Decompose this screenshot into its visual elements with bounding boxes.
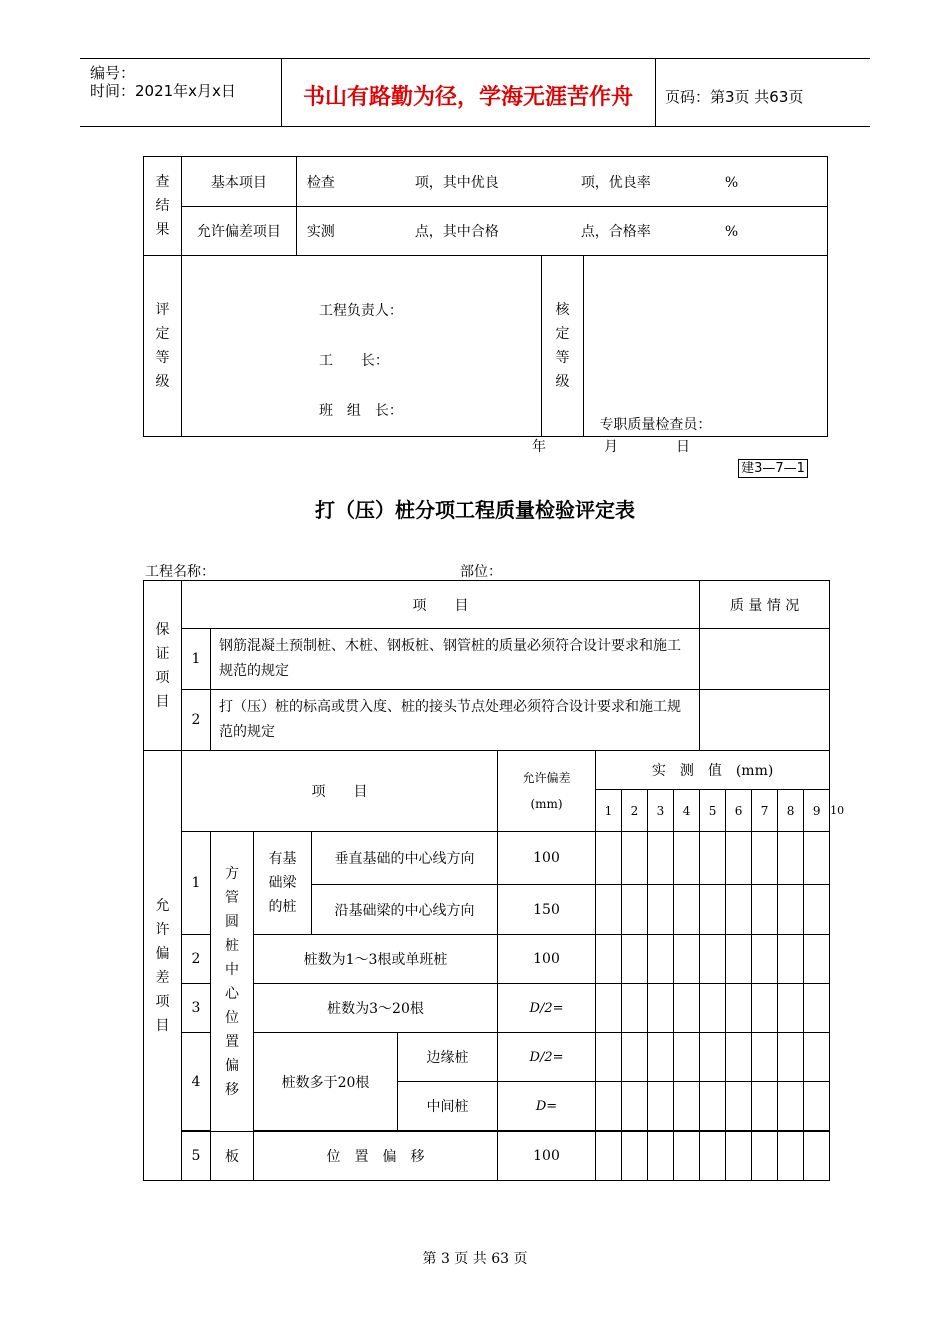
measure-col: 7 bbox=[752, 790, 778, 832]
measure-col: 6 bbox=[726, 790, 752, 832]
part-label: 部位： bbox=[460, 564, 502, 580]
header-bottom-rule bbox=[80, 126, 870, 127]
guarantee-item-text: 打（压）桩的标高或贯入度、桩的接头节点处理必须符合设计要求和施工规范的规定 bbox=[211, 690, 700, 751]
quality-status-header: 质 量 情 况 bbox=[700, 581, 830, 629]
quality-inspector: 专职质量检查员： bbox=[599, 417, 712, 433]
deviation-value: D= bbox=[498, 1082, 596, 1131]
deviation-subitem: 中间桩 bbox=[398, 1082, 498, 1131]
verified-grade-label: 核 定 等 级 bbox=[541, 256, 584, 437]
header-divider bbox=[655, 58, 656, 127]
deviation-row-no: 2 bbox=[182, 935, 211, 984]
deviation-item: 桩数为1～3根或单班桩 bbox=[254, 935, 498, 984]
deviation-row-no: 5 bbox=[182, 1132, 211, 1181]
guarantee-item-text: 钢筋混凝土预制桩、木桩、钢板桩、钢管桩的质量必须符合设计要求和施工规范的规定 bbox=[211, 629, 700, 690]
pile-center-offset-label: 方 管 圆 桩 中 心 位 置 偏 移 bbox=[211, 832, 254, 1132]
page-indicator: 页码：第3页 共63页 bbox=[665, 88, 804, 106]
motto: 书山有路勤为径，学海无涯苦作舟 bbox=[302, 85, 633, 110]
guarantee-item-no: 1 bbox=[182, 629, 211, 690]
page-title: 打（压）桩分项工程质量检验评定表 bbox=[315, 498, 635, 522]
deviation-item-header: 项 目 bbox=[182, 751, 498, 832]
page-footer: 第 3 页 共 63 页 bbox=[422, 1251, 528, 1267]
basic-items-result: 检查 项，其中优良 项，优良率 % bbox=[296, 157, 827, 207]
allowed-deviation-header: 允许偏差 (mm) bbox=[498, 751, 596, 832]
guarantee-item-no: 2 bbox=[182, 690, 211, 751]
deviation-row-no: 1 bbox=[182, 832, 211, 935]
board-pile-label: 板 bbox=[211, 1132, 254, 1181]
deviation-item: 沿基础梁的中心线方向 bbox=[312, 885, 498, 935]
form-code: 建3—7—1 bbox=[738, 459, 808, 478]
evaluation-summary-table bbox=[143, 156, 828, 437]
deviation-items-label: 允许偏差项目 bbox=[181, 207, 296, 256]
quality-status-cell bbox=[700, 690, 830, 751]
deviation-row-no: 3 bbox=[182, 984, 211, 1033]
inspector-cell bbox=[584, 256, 828, 437]
team-leader: 班 组 长： bbox=[318, 403, 403, 419]
header-top-rule bbox=[80, 58, 870, 59]
measure-col: 1 bbox=[596, 790, 622, 832]
deviation-value: 150 bbox=[498, 885, 596, 935]
guarantee-item-header: 项 目 bbox=[182, 581, 700, 629]
project-name-label: 工程名称： bbox=[145, 564, 215, 580]
deviation-items-label: 允 许 偏 差 项 目 bbox=[144, 751, 182, 1181]
measure-col: 8 bbox=[778, 790, 804, 832]
deviation-value: 100 bbox=[498, 935, 596, 984]
engineer-in-charge: 工程负责人： bbox=[318, 303, 403, 319]
deviation-row-no: 4 bbox=[182, 1033, 211, 1131]
check-result-label: 查 结 果 bbox=[144, 157, 182, 256]
document-time-label: 时间：2021年x月x日 bbox=[90, 82, 236, 100]
deviation-items-result: 实测 点，其中合格 点，合格率 % bbox=[296, 207, 827, 256]
basic-items-label: 基本项目 bbox=[181, 157, 296, 207]
deviation-value: 100 bbox=[498, 832, 596, 885]
deviation-value: D/2= bbox=[498, 984, 596, 1033]
deviation-value: 100 bbox=[498, 1132, 596, 1181]
rating-grade-label: 评 定 等 级 bbox=[144, 256, 182, 437]
measure-col: 3 bbox=[648, 790, 674, 832]
guarantee-items-label: 保 证 项 目 bbox=[144, 581, 182, 751]
deviation-item: 垂直基础的中心线方向 bbox=[312, 832, 498, 885]
measure-col: 2 bbox=[622, 790, 648, 832]
quality-status-cell bbox=[700, 629, 830, 690]
measured-values-header: 实 测 值 (mm) bbox=[596, 751, 830, 790]
date-month: 月 bbox=[604, 439, 618, 455]
measure-col: 9 bbox=[804, 790, 830, 832]
quality-evaluation-table: 保 证 项 目 项 目 质 量 情 况 1 钢筋混凝土预制桩、木桩、钢板桩、钢管桩的质量必须符合设计要求和施工规范的规定 2 打（压）桩的标高或贯入度、桩的接头节点处理必须符合设计要求和施工规范的规定 允 许 偏 差 项 目 项 目 允许偏差 (mm) 实 测 值 (mm) 1 2 3 4 5 6 7 8 9 10 1 方 管 圆 桩 中 心 位 置 偏 移 有基 础梁 的桩 垂直基础的中心线方向 100 沿基础梁的中心线方向 150 2 桩数为1～3根或单班桩 100 3 桩数为3～20根 D/2= 4 桩数多于20根 边缘桩 D/2= 中间桩 D= 5 板 位 置 偏 移 100 bbox=[143, 580, 830, 1181]
measure-col: 4 bbox=[674, 790, 700, 832]
signatures-cell bbox=[181, 256, 541, 437]
date-year: 年 bbox=[532, 439, 546, 455]
measure-col: 5 bbox=[700, 790, 726, 832]
date-day: 日 bbox=[676, 439, 690, 455]
deviation-item: 位 置 偏 移 bbox=[254, 1132, 498, 1181]
beam-pile-label: 有基 础梁 的桩 bbox=[254, 832, 312, 935]
foreman: 工 长： bbox=[318, 353, 389, 369]
deviation-item: 桩数为3～20根 bbox=[254, 984, 498, 1033]
deviation-item: 桩数多于20根 bbox=[254, 1033, 398, 1131]
document-number-label: 编号： bbox=[90, 64, 136, 82]
deviation-subitem: 边缘桩 bbox=[398, 1033, 498, 1082]
deviation-value: D/2= bbox=[498, 1033, 596, 1082]
